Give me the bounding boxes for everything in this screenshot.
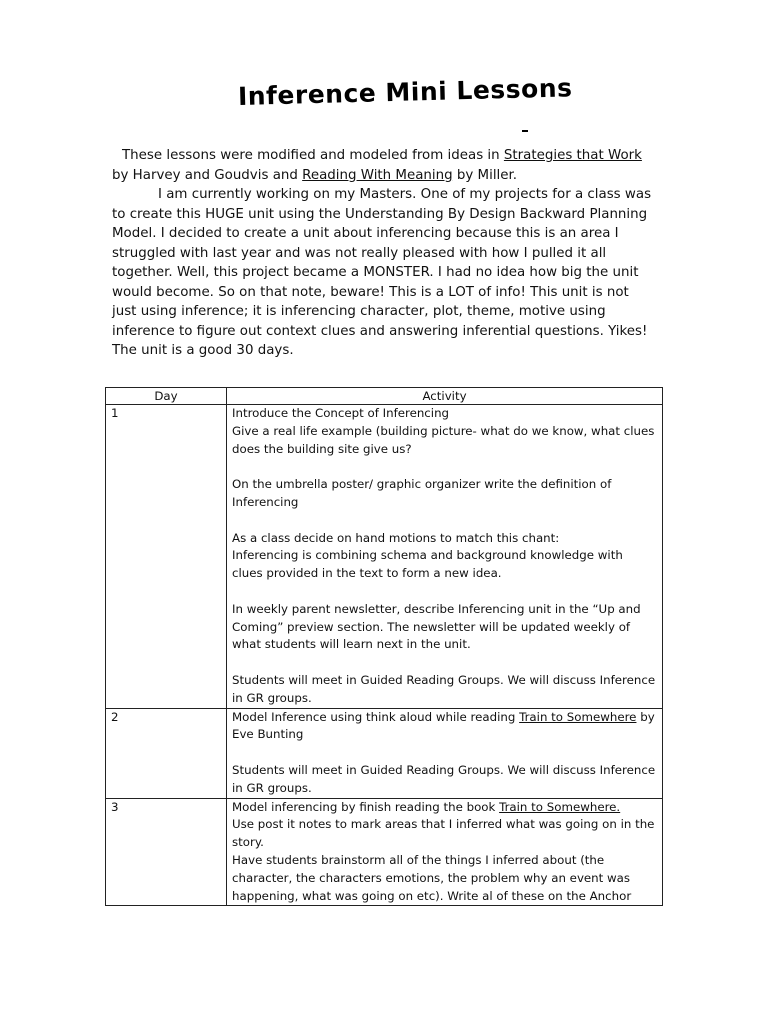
page-title: Inference Mini Lessons (237, 73, 573, 111)
activity-line: Give a real life example (building picture- what do we know, what clues does the building site give us? (232, 423, 655, 456)
day-cell: 2 (106, 708, 227, 798)
activity-cell (227, 798, 663, 906)
day-cell: 3 (106, 798, 227, 906)
column-header-day: Day (106, 388, 227, 405)
book-title-strategies: Strategies that Work (503, 148, 642, 163)
activity-text-segment: Model Inference using think aloud while reading (232, 709, 520, 724)
intro-text (112, 146, 657, 361)
table-row (106, 708, 663, 798)
activity-paragraph (232, 762, 657, 798)
activity-cell (227, 405, 663, 709)
activity-line (232, 799, 657, 817)
activity-text-segment: by Eve Bunting (232, 709, 655, 742)
table-row (106, 798, 663, 906)
intro-text-segment: These lessons were modified and modeled from ideas in (122, 148, 504, 163)
table-row (106, 405, 663, 709)
activity-line: Have students brainstorm all of the things I inferred about (the character, the characters emotions, the problem why an event was happening, what was going on etc). Write al of these on the Anchor (232, 852, 632, 903)
activity-cell (227, 708, 663, 798)
day-cell: 1 (106, 405, 227, 709)
activity-paragraph (232, 530, 657, 583)
lesson-table (105, 387, 663, 906)
activity-line: As a class decide on hand motions to match this chant: (232, 530, 560, 545)
intro-text-segment: by Harvey and Goudvis and (112, 167, 303, 183)
column-header-activity: Activity (227, 388, 663, 405)
book-title-train-to-somewhere: Train to Somewhere (519, 709, 637, 724)
intro-text-segment: by Miller. (452, 167, 518, 183)
activity-line: Students will meet in Guided Reading Groups. We will discuss Inference in GR groups. (232, 762, 656, 795)
activity-text-segment: Model inferencing by finish reading the book (232, 799, 500, 814)
book-title-train-to-somewhere: Train to Somewhere. (499, 799, 621, 814)
activity-paragraph (232, 476, 657, 512)
activity-line: In weekly parent newsletter, describe Inferencing unit in the “Up and Coming” preview section. The newsletter will be updated weekly of what students will learn next in the unit. (232, 601, 641, 652)
title-dash (522, 130, 528, 132)
table-header-row (106, 388, 663, 405)
intro-paragraph-1 (112, 146, 657, 185)
activity-line: Students will meet in Guided Reading Groups. We will discuss Inference in GR groups. (232, 672, 656, 705)
activity-line: On the umbrella poster/ graphic organizer write the definition of Inferencing (232, 477, 612, 509)
activity-line: Introduce the Concept of Inferencing (232, 406, 450, 420)
book-title-reading-with-meaning: Reading With Meaning (302, 167, 453, 183)
activity-paragraph (232, 405, 657, 458)
intro-paragraph-2: I am currently working on my Masters. One of my projects for a class was to create this HUGE unit using the Understanding By Design Backward Planning Model. I decided to create a unit about inferencing because this is an area I struggled with last year and was not really pleased with how I pulled it all together. Well, this project became a MONSTER. I had no idea how big the unit would become. So on that note, beware! This is a LOT of info! This unit is not just using inference; it is inferencing character, plot, theme, motive using inference to figure out context clues and answering inferential questions. Yikes! The unit is a good 30 days. (112, 187, 652, 358)
activity-paragraph (232, 672, 657, 708)
activity-paragraph (232, 601, 657, 654)
activity-line: Inferencing is combining schema and background knowledge with clues provided in the text to form a new idea. (232, 548, 623, 581)
activity-line: Use post it notes to mark areas that I inferred what was going on in the story. (232, 817, 655, 850)
activity-paragraph (232, 709, 657, 745)
